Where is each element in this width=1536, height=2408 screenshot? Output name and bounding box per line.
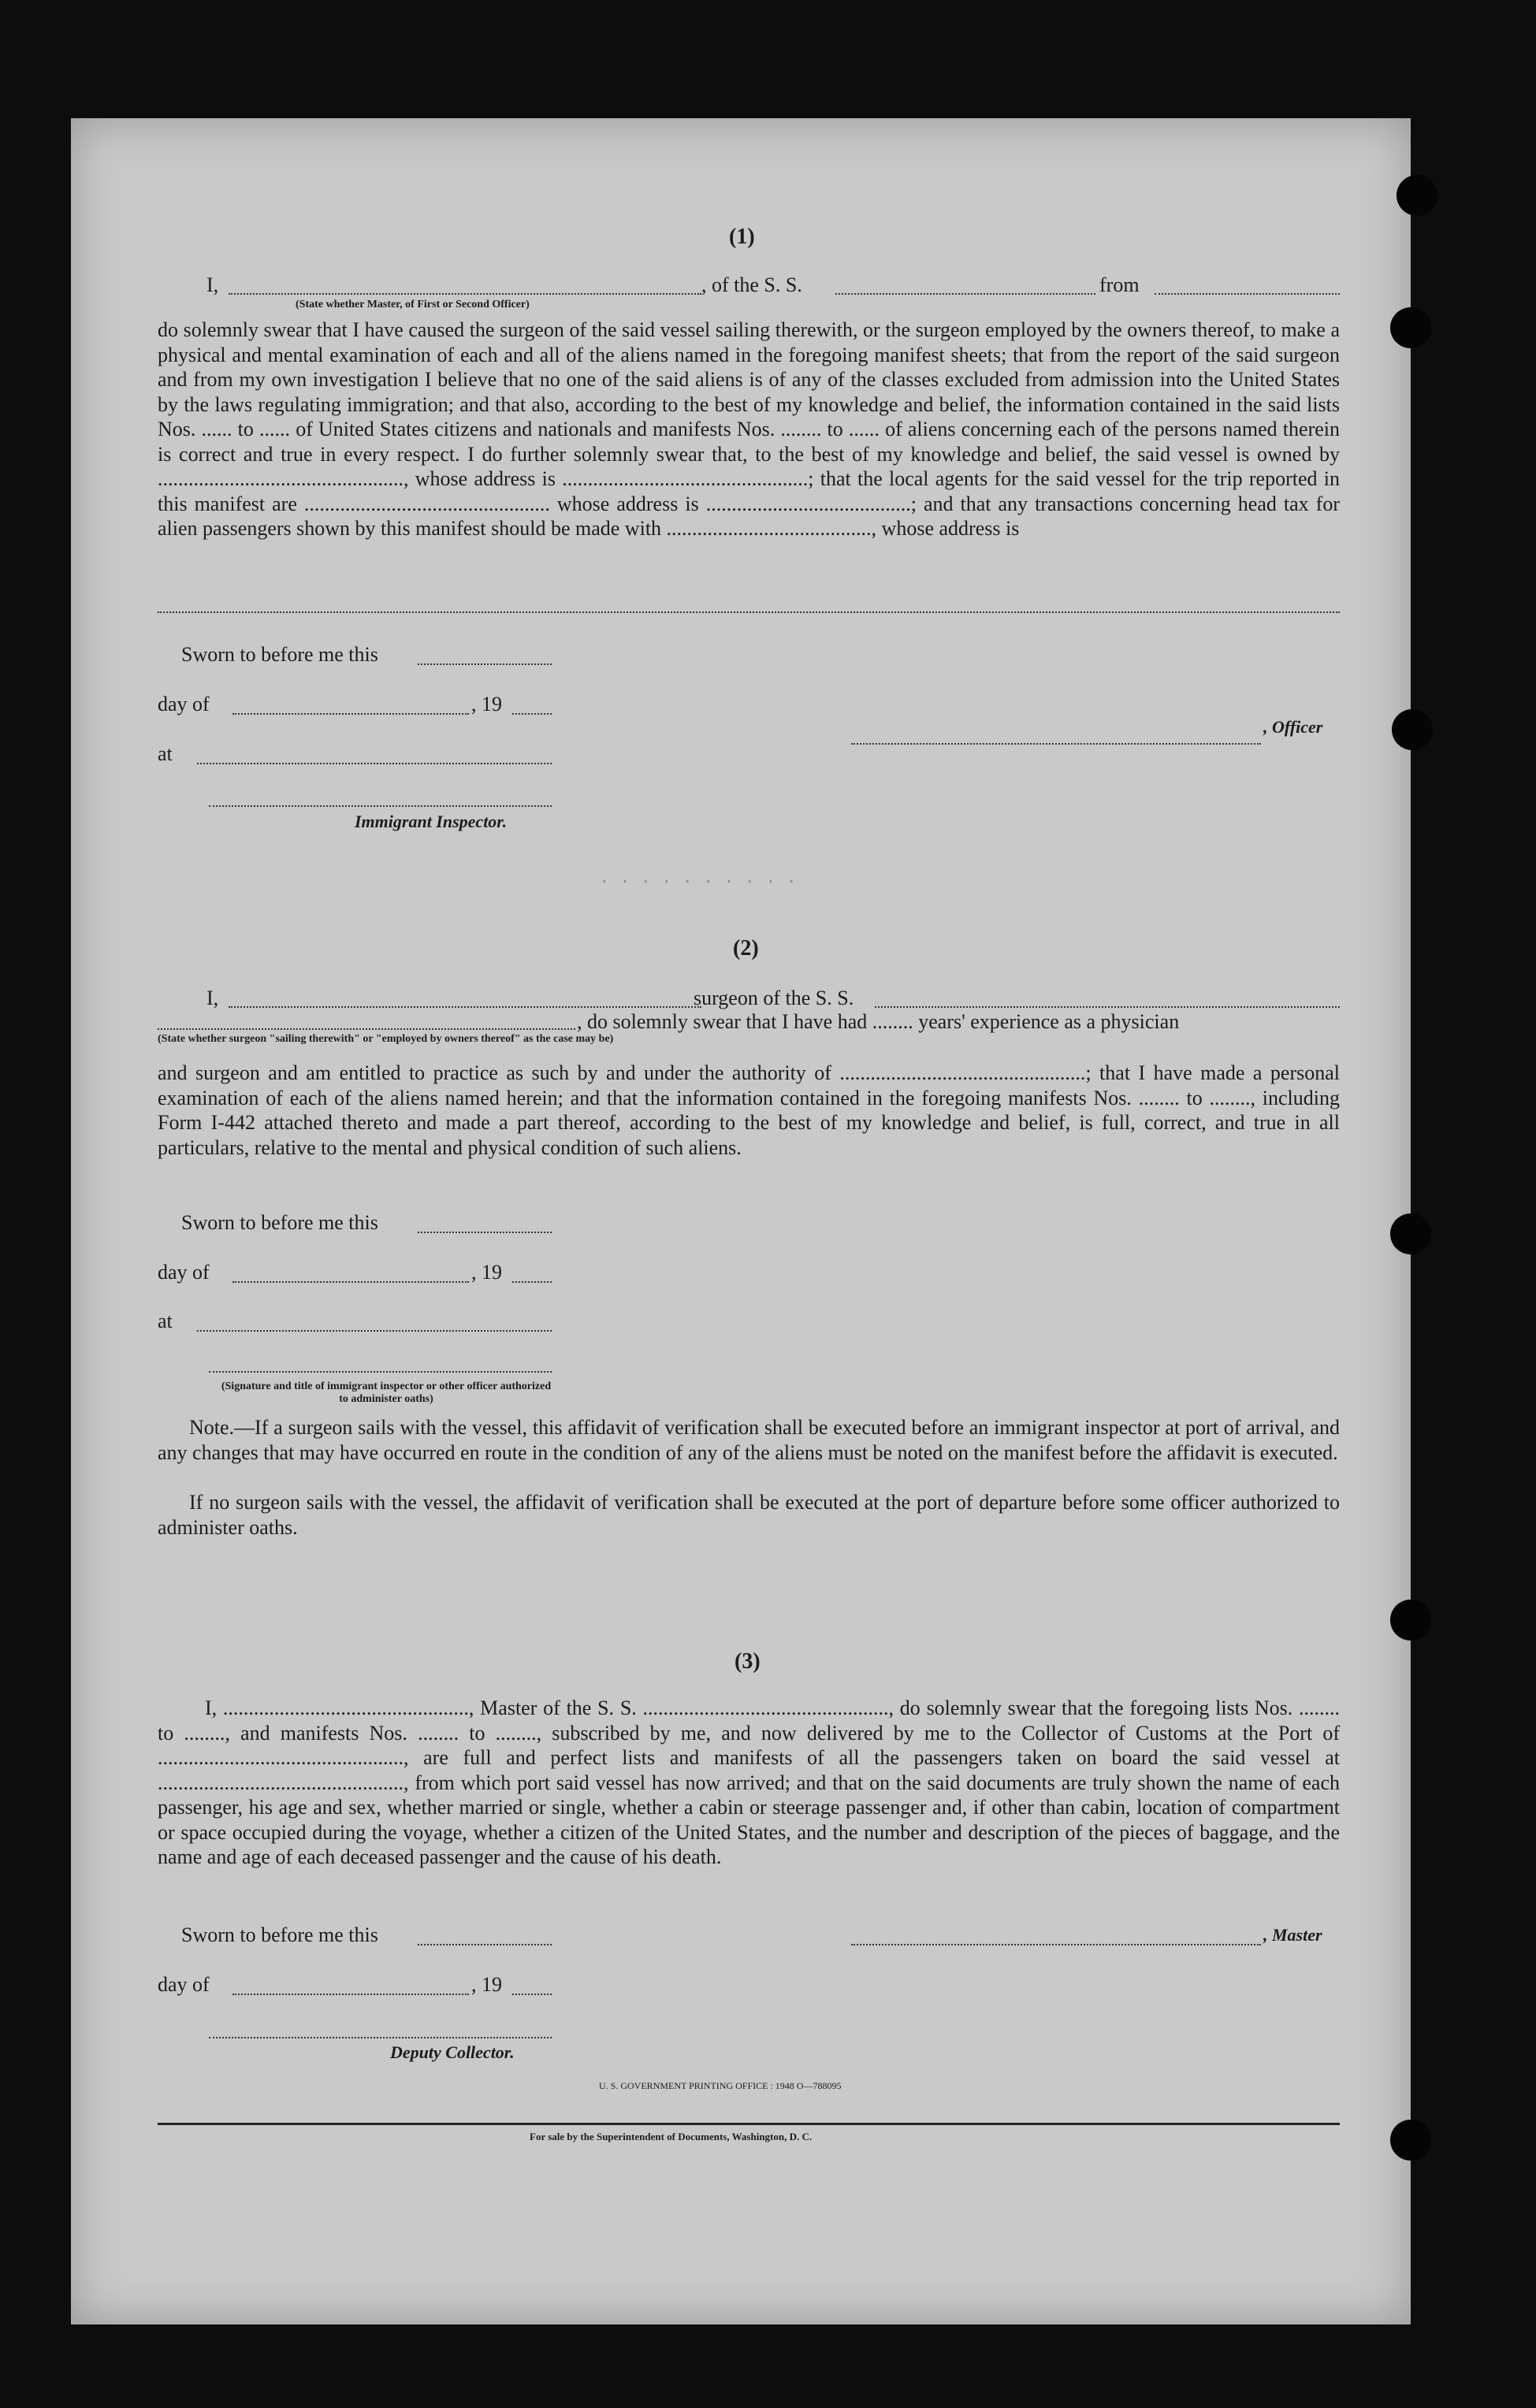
deputy-collector-label: Deputy Collector. bbox=[390, 2042, 515, 2062]
authorized-officer-signature-line[interactable] bbox=[209, 1371, 552, 1373]
punch-hole bbox=[1397, 175, 1437, 216]
section-2-heading: (2) bbox=[733, 936, 759, 961]
master-signature-line[interactable] bbox=[851, 1944, 1261, 1945]
location-field[interactable] bbox=[197, 763, 552, 764]
section-3-year-label: , 19 bbox=[471, 1973, 502, 1996]
section-2-year-label: , 19 bbox=[471, 1261, 502, 1284]
section-2-sworn-date-field[interactable] bbox=[418, 1232, 552, 1233]
punch-hole bbox=[1390, 1600, 1431, 1641]
footer-rule bbox=[158, 2123, 1340, 2125]
year-field[interactable] bbox=[512, 713, 552, 715]
section-1-line1-ss: , of the S. S. bbox=[701, 273, 802, 296]
punch-hole bbox=[1390, 2120, 1431, 2161]
section-1-divider-line bbox=[158, 611, 1340, 613]
section-2-location-field[interactable] bbox=[197, 1330, 552, 1332]
note-no-surgeon: If no surgeon sails with the vessel, the affidavit of verification shall be executed at the port of departure before some officer authorized to administer oaths. bbox=[158, 1491, 1340, 1539]
note-surgeon-sails: Note.—If a surgeon sails with the vessel, this affidavit of verification shall be executed before an immigrant inspector at port of arrival, and any changes that may have occurred en route in the condition of any of the aliens must be noted on the manifest before the affidavit is executed. bbox=[158, 1416, 1340, 1464]
sworn-date-field[interactable] bbox=[418, 663, 552, 665]
section-2-line1-i: I, bbox=[206, 987, 219, 1009]
section-1-at-label: at bbox=[158, 742, 173, 765]
section-2-day-of-label: day of bbox=[158, 1261, 210, 1284]
officer-caption: (State whether Master, of First or Second Officer) bbox=[296, 299, 530, 310]
section-1-sworn-label: Sworn to before me this bbox=[181, 643, 378, 666]
section-3-sworn-label: Sworn to before me this bbox=[181, 1923, 378, 1946]
section-1-line1-i: I, bbox=[206, 273, 219, 296]
section-2-line1-ss: surgeon of the S. S. bbox=[694, 987, 854, 1009]
section-2-year-field[interactable] bbox=[512, 1281, 552, 1283]
section-1-heading: (1) bbox=[729, 225, 755, 249]
punch-hole bbox=[1390, 1213, 1431, 1254]
surgeon-vessel-field[interactable] bbox=[875, 1006, 1340, 1008]
section-3-day-of-label: day of bbox=[158, 1973, 210, 1996]
deputy-collector-signature-line[interactable] bbox=[209, 2037, 552, 2038]
inspector-signature-line[interactable] bbox=[209, 805, 552, 807]
immigrant-inspector-label: Immigrant Inspector. bbox=[355, 812, 508, 831]
section-3-day-of-month-field[interactable] bbox=[232, 1994, 469, 1995]
signature-caption: (Signature and title of immigrant inspector or other officer authorized to administer oaths) bbox=[221, 1381, 552, 1405]
section-3-sworn-date-field[interactable] bbox=[418, 1944, 552, 1945]
section-2-day-of-month-field[interactable] bbox=[232, 1281, 469, 1283]
surgeon-name-field[interactable] bbox=[229, 1006, 701, 1008]
officer-label: , Officer bbox=[1263, 717, 1323, 737]
section-1-day-of-label: day of bbox=[158, 693, 210, 715]
section-2-line2: , do solemnly swear that I have had ........ years' experience as a physician bbox=[577, 1010, 1180, 1033]
section-1-year-label: , 19 bbox=[471, 693, 502, 715]
day-of-month-field[interactable] bbox=[232, 713, 469, 715]
bleed-through-text: . . . . . . . . . . bbox=[599, 875, 797, 894]
section-3-oath-text: I, ................................................, Master of the S. S. ................................................, do solemnly swear that the foregoing lists Nos. ........ to ........, and manifests Nos. ........ to ........, subscribed by me, and now delivered by me to the Collector of Customs at the Port of ................................................, are full and perfect lists and manifests of all the passengers taken on board the said vessel at ................................................, from which port said vessel has now arrived; and that on the said documents are truly shown the name of each passenger, his age and sex, whether married or single, whether a cabin or steerage passenger and, if other than cabin, location of compartment or space occupied during the voyage, whether a citizen of the United States, and the number and description of the pieces of baggage, and the name and age of each deceased passenger and the cause of his death. bbox=[158, 1696, 1340, 1868]
officer-signature-line[interactable] bbox=[851, 743, 1261, 745]
sale-notice: For sale by the Superintendent of Documents, Washington, D. C. bbox=[530, 2131, 813, 2142]
surgeon-status-field[interactable] bbox=[158, 1028, 575, 1030]
officer-name-field[interactable] bbox=[229, 293, 701, 295]
punch-hole bbox=[1390, 307, 1431, 348]
vessel-name-field[interactable] bbox=[835, 293, 1095, 295]
section-2-sworn-label: Sworn to before me this bbox=[181, 1211, 378, 1234]
section-1-line1-from: from bbox=[1099, 273, 1140, 296]
departure-port-field[interactable] bbox=[1155, 293, 1340, 295]
section-2-oath-text: and surgeon and am entitled to practice as such by and under the authority of ................................................; that I have made a personal examination of each of the aliens named herein; and that the information contained in the foregoing manifests Nos. ........ to ........, including Form I-442 attached thereto and made a part thereof, according to the best of my knowledge and belief, is full, correct, and true in all particulars, relative to the mental and physical condition of such aliens. bbox=[158, 1061, 1340, 1159]
section-2-at-label: at bbox=[158, 1310, 173, 1332]
surgeon-caption: (State whether surgeon "sailing therewith" or "employed by owners thereof" as the case may be) bbox=[158, 1033, 614, 1045]
punch-hole bbox=[1392, 709, 1433, 750]
gpo-imprint: U. S. GOVERNMENT PRINTING OFFICE : 1948 O—788095 bbox=[599, 2080, 842, 2091]
section-3-year-field[interactable] bbox=[512, 1994, 552, 1995]
section-1-oath-text: do solemnly swear that I have caused the surgeon of the said vessel sailing therewith, or the surgeon employed by the owners thereof, to make a physical and mental examination of each and all of the aliens named in the foregoing manifest sheets; that from the report of the said surgeon and from my own investigation I believe that no one of the said aliens is of any of the classes excluded from admission into the United States by the laws regulating immigration; and that also, according to the best of my knowledge and belief, the information contained in the said lists Nos. ...... to ...... of United States citizens and nationals and manifests Nos. ........ to ...... of aliens concerning each of the persons named therein is correct and true in every respect. I do further solemnly swear that, to the best of my knowledge and belief, the said vessel is owned by ................................................, whose address is ................................................; that the local agents for the said vessel for the trip reported in this manifest are ................................................ whose address is ........................................; and that any transactions concerning head tax for alien passengers shown by this manifest should be made with ........................................, whose address is bbox=[158, 318, 1340, 540]
section-3-heading: (3) bbox=[735, 1649, 761, 1674]
master-label: , Master bbox=[1263, 1925, 1322, 1945]
